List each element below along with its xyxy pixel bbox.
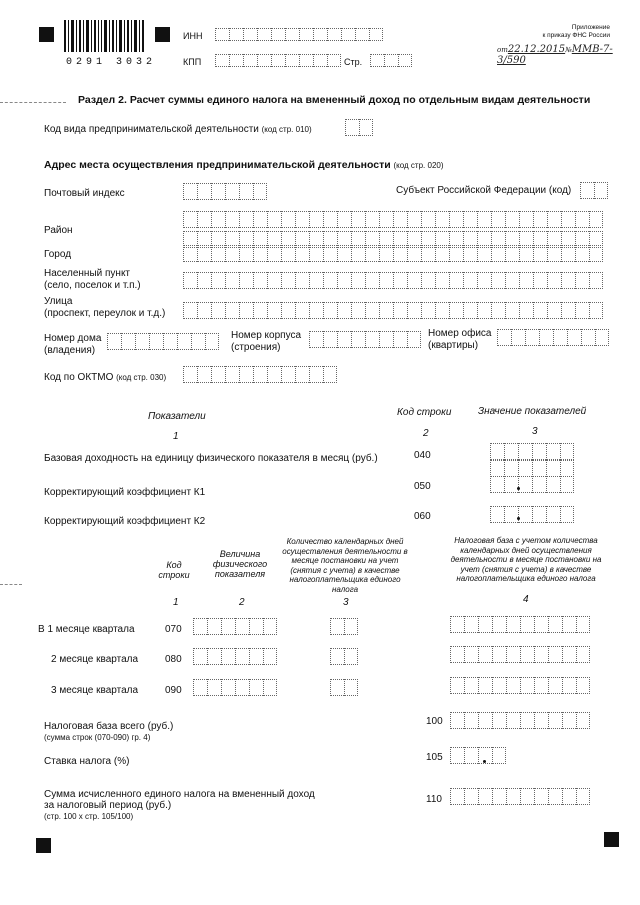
oktmo-note: (код стр. 030) bbox=[116, 373, 167, 382]
section-title: Раздел 2. Расчет суммы единого налога на вмененный доход по отдельным видам деятельности bbox=[78, 94, 591, 106]
activity-code-field[interactable] bbox=[345, 119, 373, 136]
locality-label-line-1: Населенный пункт bbox=[44, 268, 131, 279]
address-title-note: (код стр. 020) bbox=[393, 161, 444, 170]
indicators-col1-header: Показатели bbox=[148, 411, 206, 422]
building-field[interactable] bbox=[309, 331, 421, 348]
barcode-number: 0291 3032 bbox=[66, 57, 157, 68]
oktmo-line bbox=[44, 372, 166, 383]
activity-code-note: (код стр. 010) bbox=[261, 125, 312, 134]
row-100-code: 100 bbox=[426, 716, 443, 727]
row-080-value-field[interactable] bbox=[193, 648, 277, 665]
order-number-prefix: № bbox=[565, 46, 572, 54]
indicators-col1-num: 1 bbox=[173, 431, 179, 442]
office-field[interactable] bbox=[497, 329, 609, 346]
building-label bbox=[231, 330, 301, 354]
order-number: ММВ-7-3/590 bbox=[497, 44, 613, 66]
street-label-line-1: Улица bbox=[44, 296, 73, 307]
row-070-label: В 1 месяце квартала bbox=[38, 624, 135, 635]
row-070-base-field[interactable] bbox=[450, 616, 590, 633]
kpp-field[interactable] bbox=[215, 54, 341, 67]
row-090-label: 3 месяце квартала bbox=[51, 685, 139, 696]
street-field[interactable] bbox=[183, 302, 603, 319]
inn-label: ИНН bbox=[183, 31, 203, 41]
row-090-base-field[interactable] bbox=[450, 677, 590, 694]
activity-code-line bbox=[44, 124, 312, 135]
district-label: Район bbox=[44, 225, 73, 236]
order-prefix: от bbox=[497, 46, 508, 54]
house-field[interactable] bbox=[107, 333, 219, 350]
barcode-image bbox=[64, 20, 146, 52]
locality-field[interactable] bbox=[183, 272, 603, 289]
appendix-note bbox=[543, 24, 610, 40]
region-label: Субъект Российской Федерации (код) bbox=[396, 185, 572, 196]
city-field[interactable] bbox=[183, 245, 603, 262]
oktmo-field[interactable] bbox=[183, 366, 337, 383]
tax-base-label-line-2: (сумма строк (070-090) гр. 4) bbox=[44, 733, 151, 742]
months-code-header: Код строки bbox=[158, 560, 190, 580]
row-060-value-field[interactable] bbox=[490, 506, 574, 523]
row-040-label: Базовая доходность на единицу физического показателя в месяц (руб.) bbox=[44, 453, 378, 464]
row-105-decimal-point bbox=[483, 760, 486, 763]
indicators-col2-num: 2 bbox=[423, 428, 429, 439]
row-060-decimal-point bbox=[517, 517, 520, 520]
locality-label bbox=[44, 268, 141, 292]
district-field[interactable] bbox=[183, 211, 603, 228]
kpp-label: КПП bbox=[183, 57, 202, 67]
tax-amount-label bbox=[44, 789, 315, 822]
months-col1-num: 1 bbox=[173, 597, 179, 608]
indicators-col3-header: Значение показателей bbox=[478, 406, 587, 417]
row-090-code: 090 bbox=[165, 685, 182, 696]
office-label bbox=[428, 328, 492, 352]
corner-marker-bottom-left bbox=[36, 838, 51, 853]
tax-rate-label: Ставка налога (%) bbox=[44, 756, 130, 767]
inn-field[interactable] bbox=[215, 28, 383, 41]
months-col4-num: 4 bbox=[523, 594, 529, 605]
building-label-line-1: Номер корпуса bbox=[231, 330, 302, 341]
months-value-header: Величина физического показателя bbox=[212, 549, 268, 579]
tax-amount-label-line-3: (стр. 100 х стр. 105/100) bbox=[44, 812, 134, 821]
appendix-line-1: Приложение bbox=[571, 24, 610, 31]
scan-line-top bbox=[0, 102, 66, 103]
corner-marker-top-left bbox=[39, 27, 54, 42]
row-070-code: 070 bbox=[165, 624, 182, 635]
row-040-value-field-2[interactable] bbox=[490, 460, 574, 477]
street-label-line-2: (проспект, переулок и т.д.) bbox=[44, 308, 166, 319]
postal-index-field[interactable] bbox=[183, 183, 267, 200]
indicators-col3-num: 3 bbox=[532, 426, 538, 437]
corner-marker-bottom-right bbox=[604, 832, 619, 847]
order-reference bbox=[497, 44, 640, 66]
page-label: Стр. bbox=[344, 57, 363, 67]
activity-code-label: Код вида предпринимательской деятельности bbox=[44, 124, 259, 135]
address-title: Адрес места осуществления предпринимательской деятельности bbox=[44, 159, 391, 171]
tax-amount-label-line-2: за налоговый период (руб.) bbox=[44, 800, 172, 811]
row-090-value-field[interactable] bbox=[193, 679, 277, 696]
row-070-value-field[interactable] bbox=[193, 618, 277, 635]
row-080-base-field[interactable] bbox=[450, 646, 590, 663]
row-110-code: 110 bbox=[426, 794, 442, 805]
row-105-code: 105 bbox=[426, 752, 443, 763]
months-col2-num: 2 bbox=[239, 597, 245, 608]
row-060-code: 060 bbox=[414, 511, 431, 522]
row-080-code: 080 bbox=[165, 654, 182, 665]
row-105-value-field[interactable] bbox=[450, 747, 506, 764]
row-070-days-field[interactable] bbox=[330, 618, 358, 635]
row-110-value-field[interactable] bbox=[450, 788, 590, 805]
office-label-line-1: Номер офиса bbox=[428, 328, 492, 339]
row-060-label: Корректирующий коэффициент К2 bbox=[44, 516, 206, 527]
city-label: Город bbox=[44, 249, 72, 260]
row-080-days-field[interactable] bbox=[330, 648, 358, 665]
months-days-header: Количество календарных дней осуществления деятельности в месяце постановки на учет (снятия с учета) в качестве налогоплательщика единого налога bbox=[282, 537, 408, 594]
row-050-decimal-point bbox=[517, 487, 520, 490]
indicators-col2-header: Код строки bbox=[397, 407, 452, 418]
order-date: 22.12.2015 bbox=[507, 44, 566, 55]
street-label bbox=[44, 296, 165, 320]
tax-base-label-line-1: Налоговая база всего (руб.) bbox=[44, 721, 174, 732]
house-label bbox=[44, 333, 101, 357]
region-field[interactable] bbox=[580, 182, 608, 199]
row-050-code: 050 bbox=[414, 481, 431, 492]
row-090-days-field[interactable] bbox=[330, 679, 358, 696]
appendix-line-2: к приказу ФНС России bbox=[542, 32, 610, 39]
tax-amount-label-line-1: Сумма исчисленного единого налога на вмененный доход bbox=[44, 789, 315, 800]
tax-base-label bbox=[44, 721, 173, 743]
postal-index-label: Почтовый индекс bbox=[44, 188, 125, 199]
house-label-line-2: (владения) bbox=[44, 345, 96, 356]
page-number-field[interactable] bbox=[370, 54, 412, 67]
row-080-label: 2 месяце квартала bbox=[51, 654, 139, 665]
row-040-value-field[interactable] bbox=[490, 443, 574, 460]
house-label-line-1: Номер дома bbox=[44, 333, 102, 344]
office-label-line-2: (квартиры) bbox=[428, 340, 479, 351]
oktmo-label: Код по ОКТМО bbox=[44, 372, 114, 383]
months-col3-num: 3 bbox=[343, 597, 349, 608]
months-base-header: Налоговая база с учетом количества календарных дней осуществления деятельности в месяце постановки на учет (снятия с учета) в качестве налогоплательщика единого налога bbox=[450, 536, 602, 583]
address-title-line bbox=[44, 159, 444, 171]
row-050-value-field[interactable] bbox=[490, 476, 574, 493]
building-label-line-2: (строения) bbox=[231, 342, 281, 353]
row-040-code: 040 bbox=[414, 450, 431, 461]
scan-line-mid bbox=[0, 584, 22, 585]
row-050-label: Корректирующий коэффициент К1 bbox=[44, 487, 206, 498]
corner-marker-top-mid bbox=[155, 27, 170, 42]
row-100-value-field[interactable] bbox=[450, 712, 590, 729]
locality-label-line-2: (село, поселок и т.п.) bbox=[44, 280, 141, 291]
